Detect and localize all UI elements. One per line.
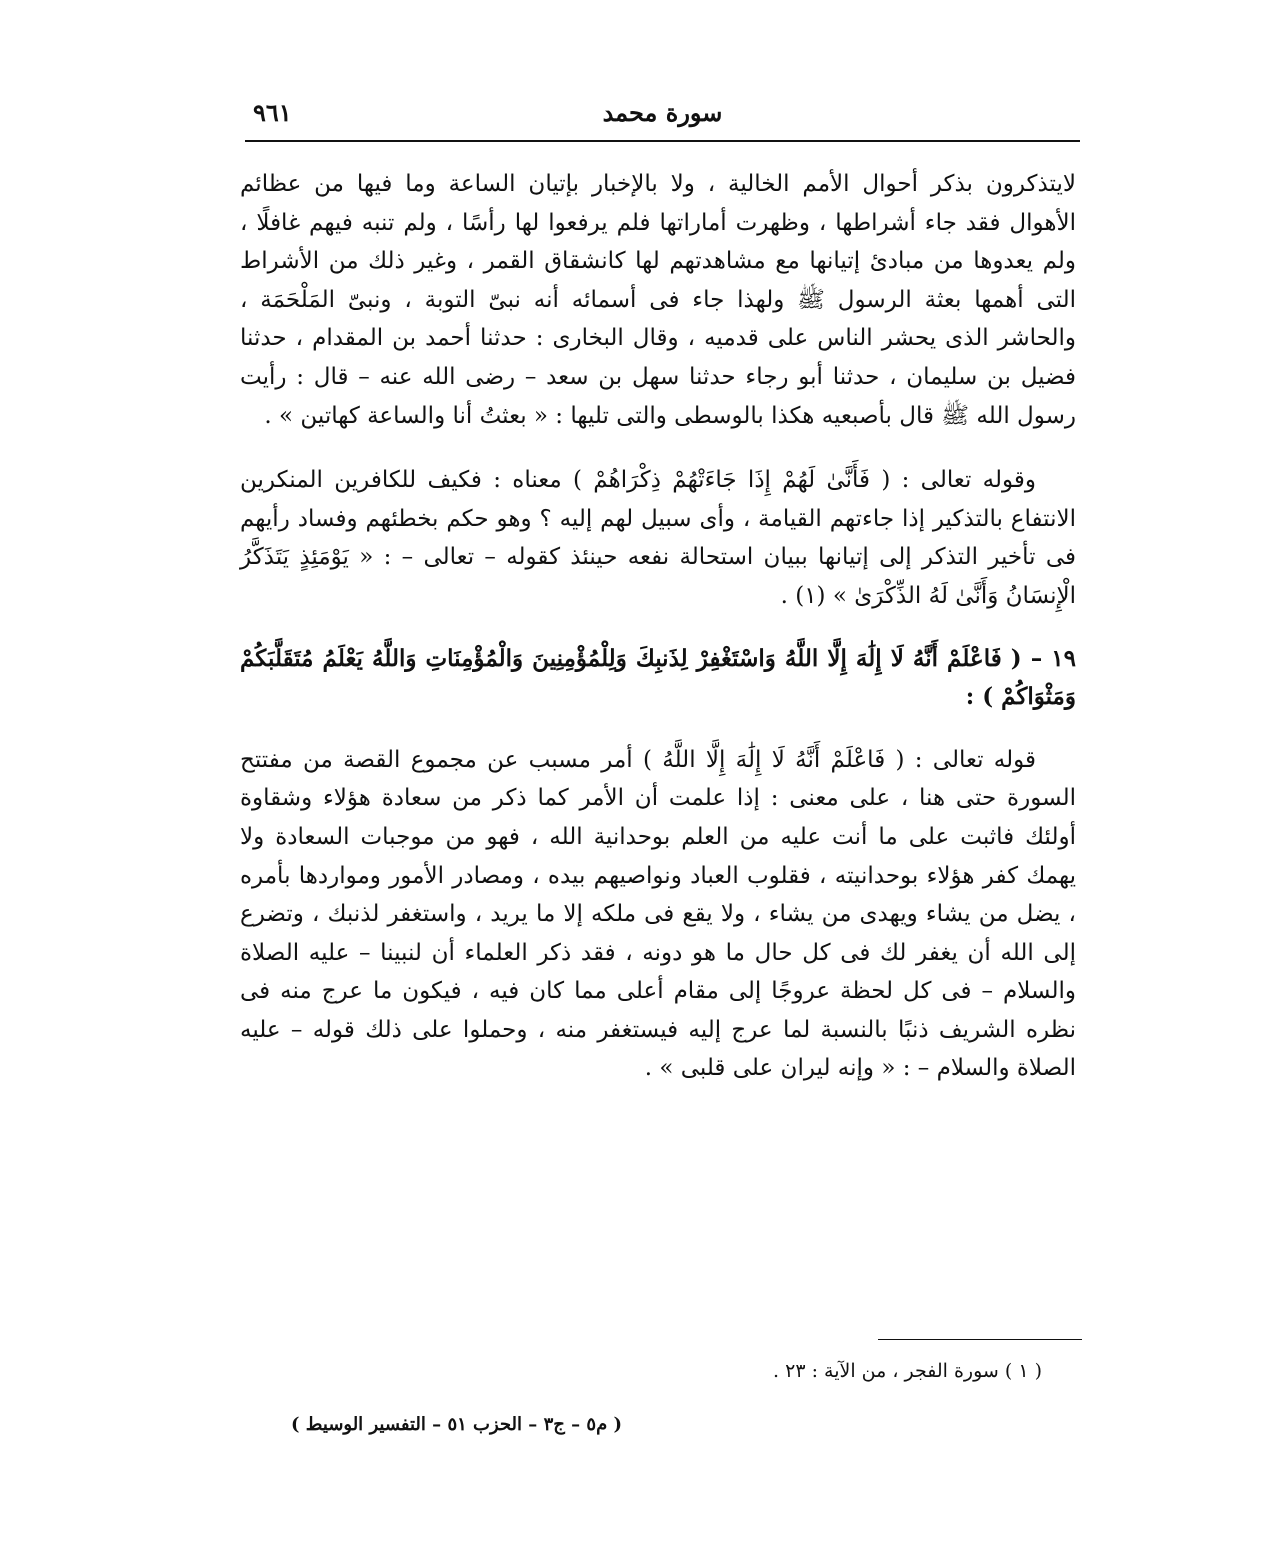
paragraph-explanation: قوله تعالى : ( فَاعْلَمْ أَنَّهُ لَا إِلَٰهَ إِلَّا اللَّهُ ) أمر مسبب عن مجموع القصة من مفتتح السورة حتى هنا ، على معنى : إذا علمت أن الأمر كما ذكر من سعادة هؤلاء وشقاوة أولئك فاثبت على ما أنت عليه من العلم بوحدانية الله ، فهو من موجبات السعادة ولا يهمك كفر هؤلاء بوحدانيته ، فقلوب العباد ونواصيهم بيده ، ومصادر الأمور ومواردها بأمره ، يضل من يشاء ويهدى من يشاء ، ولا يقع فى ملكه إلا ما يريد ، واستغفر لذنبك ، وتضرع إلى الله أن يغفر لك فى كل حال ما هو دونه ، فقد ذكر العلماء أن لنبينا – عليه الصلاة والسلام – فى كل لحظة عروجًا إلى مقام أعلى مما كان فيه ، فيكون ما عرج منه فى نظره الشريف ذنبًا بالنسبة لما عرج إليه فيستغفر منه ، وحملوا على ذلك قوله – عليه الصلاة والسلام – : « وإنه ليران على قلبى » . — [240, 746, 1076, 1082]
paragraph-intro: لايتذكرون بذكر أحوال الأمم الخالية ، ولا بالإخبار بإتيان الساعة وما فيها من عظائم الأهوال فقد جاء أشراطها ، وظهرت أماراتها فلم يرفعوا لها رأسًا ، ولم تنبه فيهم غافلًا ، ولم يعدوها من مبادئ إتيانها مع مشاهدتهم لها كانشقاق القمر ، وغير ذلك من الأشراط التى أهمها بعثة الرسول ﷺ ولهذا جاء فى أسمائه أنه نبىّ التوبة ، ونبىّ المَلْحَمَة ، والحاشر الذى يحشر الناس على قدميه ، وقال البخارى : حدثنا أحمد بن المقدام ، حدثنا فضيل بن سليمان ، حدثنا أبو رجاء حدثنا سهل بن سعد – رضى الله عنه – قال : رأيت رسول الله ﷺ قال بأصبعيه هكذا بالوسطى والتى تليها : « بعثتُ أنا والساعة كهاتين » . — [240, 171, 1076, 429]
verse-paragraph: ١٩ – ( فَاعْلَمْ أَنَّهُ لَا إِلَٰهَ إِلَّا اللَّهُ وَاسْتَغْفِرْ لِذَنبِكَ وَلِلْمُؤْمِنِينَ وَالْمُؤْمِنَاتِ وَاللَّهُ يَعْلَمُ مُتَقَلَّبَكُمْ وَمَثْوَاكُمْ ) : — [240, 644, 1076, 711]
paragraph-spacer — [240, 616, 1076, 640]
paragraph-spacer — [240, 435, 1076, 461]
footnote: ( ١ ) سورة الفجر ، من الآية : ٢٣ . — [773, 1360, 1042, 1382]
header-divider — [245, 140, 1080, 142]
footnote-divider — [878, 1339, 1082, 1340]
page-title: سورة محمد — [602, 98, 723, 127]
paragraph-spacer — [240, 717, 1076, 741]
print-signature: ( م٥ – ج٣ – الحزب ٥١ – التفسير الوسيط ) — [291, 1414, 622, 1435]
paragraph-commentary: وقوله تعالى : ( فَأَنَّىٰ لَهُمْ إِذَا جَاءَتْهُمْ ذِكْرَاهُمْ ) معناه : فكيف للكافرين المنكرين الانتفاع بالتذكير إذا جاءتهم القيامة ، وأى سبيل لهم إليه ؟ وهو حكم بخطئهم وفساد رأيهم فى تأخير التذكر إلى إتيانها ببيان استحالة نفعه حينئذ كقوله – تعالى – : « يَوْمَئِذٍ يَتَذَكَّرُ الْإِنسَانُ وَأَنَّىٰ لَهُ الذِّكْرَىٰ » (١) . — [240, 467, 1076, 609]
page-number: ٩٦١ — [253, 98, 292, 127]
body-text — [240, 165, 1076, 1088]
page-header — [245, 98, 1080, 138]
